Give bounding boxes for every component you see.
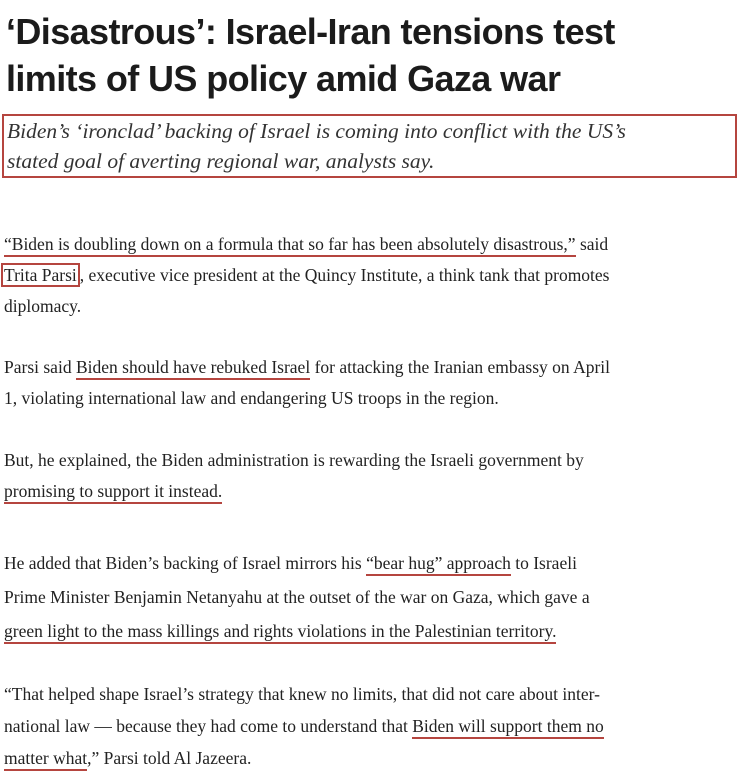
p1-line-3: diplomacy. — [4, 296, 82, 316]
p2-text: for attacking the Iranian embassy on April — [310, 357, 611, 377]
standfirst-box — [2, 114, 737, 178]
p5-line-1: “That helped shape Israel’s strategy that knew no limits, that did not care about inter- — [4, 684, 600, 704]
p4-line-2: Prime Minister Benjamin Netanyahu at the outset of the war on Gaza, which gave a — [4, 587, 590, 607]
highlight-disastrous-quote: “Biden is doubling down on a formula that so far has been absolutely disastrous,” — [4, 234, 576, 257]
highlight-rebuked-israel: Biden should have rebuked Israel — [76, 357, 310, 380]
p4-text: He added that Biden’s backing of Israel mirrors his — [4, 553, 367, 573]
p1-text: , executive vice president at the Quincy Institute, a think tank that promotes — [79, 265, 610, 285]
p2-line-2: 1, violating international law and endangering US troops in the region. — [4, 388, 499, 408]
p5-line-2 — [4, 714, 604, 738]
headline-line-2: limits of US policy amid Gaza war — [6, 58, 561, 99]
p4-line-1 — [4, 551, 577, 575]
p1-line-1 — [4, 232, 608, 256]
standfirst-line-2: stated goal of averting regional war, analysts say. — [7, 149, 435, 173]
headline-line-1: ‘Disastrous’: Israel-Iran tensions test — [6, 11, 615, 52]
p2-text: Parsi said — [4, 357, 76, 377]
p1-text: said — [575, 234, 609, 254]
highlight-green-light: green light to the mass killings and rights violations in the Palestinian territory. — [4, 621, 556, 644]
p5-text: national law — because they had come to understand that — [4, 716, 413, 736]
p3-line-2 — [4, 479, 222, 503]
p5-line-3 — [4, 746, 251, 770]
highlight-biden-will-support: Biden will support them no — [412, 716, 604, 739]
p4-text: to Israeli — [510, 553, 577, 573]
highlight-trita-parsi: Trita Parsi — [1, 263, 80, 287]
p2-line-1 — [4, 355, 610, 379]
highlight-bear-hug: “bear hug” approach — [366, 553, 511, 576]
standfirst-line-1: Biden’s ‘ironclad’ backing of Israel is coming into conflict with the US’s — [7, 119, 626, 143]
p4-line-3 — [4, 619, 556, 643]
p5-text: ,” Parsi told Al Jazeera. — [87, 748, 252, 768]
headline — [6, 8, 746, 102]
highlight-matter-what: matter what — [4, 748, 87, 771]
p1-line-2 — [4, 263, 610, 287]
p3-line-1: But, he explained, the Biden administration is rewarding the Israeli government by — [4, 450, 584, 470]
highlight-promising-support: promising to support it instead. — [4, 481, 222, 504]
